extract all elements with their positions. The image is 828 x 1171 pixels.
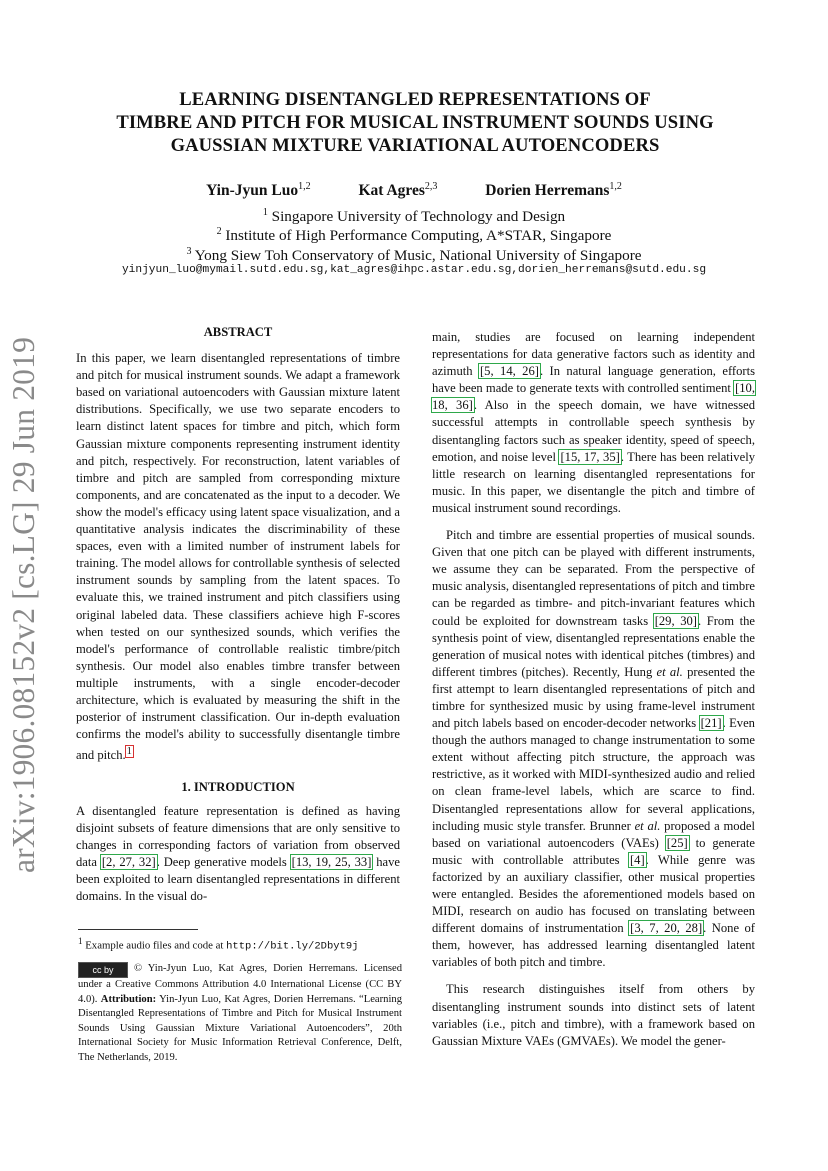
citation-link[interactable]: [4]: [629, 852, 645, 867]
title-line: TIMBRE AND PITCH FOR MUSICAL INSTRUMENT SOUNDS USING: [116, 112, 714, 133]
citation-link[interactable]: [29, 30]: [654, 613, 697, 628]
citation-link[interactable]: [2, 27, 32]: [101, 854, 156, 869]
citation-link[interactable]: [5, 14, 26]: [479, 364, 539, 379]
citation-link[interactable]: [3, 7, 20, 28]: [630, 921, 703, 936]
abstract-heading: ABSTRACT: [203, 325, 273, 339]
citation-link[interactable]: [15, 17, 35]: [560, 449, 620, 464]
body-paragraph: This research distinguishes itself from others by disentangling instrument sounds into distinct sets of latent variables (i.e., pitch and timbre), with a framework based on Gaussian Mixture VAEs (GMVAEs). We model the gener-: [432, 982, 755, 1048]
body-paragraph: Pitch and timbre are essential properties of musical sounds. Given that one pitch can be played with different instruments, we assume they can be separated. From the perspective of music analysis, disentangled representations of pitch and timbre can be regarded as timbre- and pitch-invariant features which could be exploited for downstream tasks [29, 30]. From the synthesis point of view, disentangled representations enable the generation of musical notes with identical pitches (timbres) and different timbres (pitches). Recently, Hung et al. presented the first attempt to learn disentangled representations of pitch and timbre for synthesized music by using frame-level instrument and pitch labels based on encoder-decoder networks [21]. Even though the authors managed to change instrumentation to some extent without affecting pitch structure, the approach was restrictive, as it worked with MIDI-synthesized audio and relied on clean frame-level labels, which are scarce to find. Disentangled representations allow for several applications, including music style transfer. Brunner et al. proposed a model based on variational autoencoders (VAEs) [25] to generate music with controllable attributes [4]. While genre was factorized by an auxiliary classifier, other musical properties were entangled. Besides the aforementioned models based on MIDI, research on audio has focused on translating between different domains of instrumentation [3, 7, 20, 28]. None of them, however, has addressed learning disentangled latent variables of both pitch and timbre.: [432, 528, 756, 970]
author-list: [0, 181, 828, 200]
license-block: cc by © Yin-Jyun Luo, Kat Agres, Dorien Herremans. Licensed under a Creative Commons Attribution 4.0 International License (CC BY 4.0). Attribution: Yin-Jyun Luo, Kat Agres, Dorien Herremans. “Learning Disentangled Representations of Timbre and Pitch for Musical Instrument Sounds Using Gaussian Mixture Variational Autoencoders”, 20th International Society for Music Information Retrieval Conference, Delft, The Netherlands, 2019.: [78, 963, 402, 1063]
cc-license-icon: cc by: [78, 962, 128, 978]
citation-link[interactable]: [25]: [666, 835, 688, 850]
arxiv-stamp-container: [0, 0, 49, 1171]
author: Yin-Jyun Luo$^{1,2}$: [206, 181, 311, 200]
title-line: LEARNING DISENTANGLED REPRESENTATIONS OF: [179, 89, 651, 110]
author: Dorien Herremans$^{1,2}$: [485, 181, 622, 200]
author-emails[interactable]: yinjyun_luo@mymail.sutd.edu.sg,kat_agres@ihpc.astar.edu.sg,dorien_herremans@sutd.edu.sg: [121, 264, 707, 276]
intro-heading: 1. INTRODUCTION: [181, 779, 295, 794]
citation-link[interactable]: [13, 19, 25, 33]: [291, 854, 372, 869]
right-column: [432, 329, 755, 1050]
footnote: $^1$ Example audio files and code at http://bit.ly/2Dbyt9j: [78, 936, 359, 953]
left-column: [76, 324, 400, 905]
intro-paragraph: A disentangled feature representation is defined as having disjoint subsets of feature dimensions that are only sensitive to changes in corresponding factors of variation from observed data [2, 27, 32]. Deep generative models [13, 19, 25, 33] have been exploited to learn disentangled representations in different domains. In the visual do-: [76, 803, 401, 904]
footnote-divider: [78, 929, 198, 930]
citation-link[interactable]: [10, 18, 36]: [432, 381, 755, 413]
abstract-text: In this paper, we learn disentangled representations of timbre and pitch for musical instrument sounds. We adapt a framework based on variational autoencoders with Gaussian mixture latent distributions. Specifically, we use two separate encoders to learn distinct latent spaces for timbre and pitch, which form Gaussian mixture components representing instrument identity and pitch, respectively. For reconstruction, latent variables of timbre and pitch are sampled from corresponding mixture components, and are concatenated as the input to a decoder. We show the model's efficacy using latent space visualization, and a quantitative analysis indicates the discriminability of these spaces, even with a limited number of instrument labels for training. The model allows for controllable synthesis of selected instrument sounds by sampling from the latent spaces. To evaluate this, we trained instrument and pitch classifiers using original labeled data. These classifiers achieve high F-scores when tested on our synthesized sounds, which verifies the model's performance of controllable realistic timbre/pitch synthesis. Our model also enables timbre transfer between multiple instruments, with a single encoder-decoder architecture, which is evaluated by measuring the shift in the posterior of instrument classification. Our in-depth evaluation confirms the model's ability to successfully disentangle timbre and pitch.$^1$: [76, 351, 400, 763]
citation-link[interactable]: [21]: [700, 716, 722, 731]
affiliation: $^1$ Singapore University of Technology and Design: [262, 207, 566, 226]
paper-title: [70, 88, 760, 157]
footnote-link[interactable]: 1: [126, 746, 132, 758]
affiliation: $^2$ Institute of High Performance Computing, A*STAR, Singapore: [216, 226, 612, 245]
body-paragraph: main, studies are focused on learning independent representations for data generative factors such as identity and azimuth [5, 14, 26]. In natural language generation, efforts have been made to generate texts with controlled sentiment [10, 18, 36]. Also in the speech domain, we have witnessed successful attempts in controllable speech synthesis by disentangling factors such as speaker identity, speed of speech, emotion, and noise level [15, 17, 35]. There has been relatively little research on learning disentangled representations for music. In this paper, we disentangle the pitch and timbre of musical instrument sound recordings.: [432, 330, 755, 515]
affiliation: $^3$ Yong Siew Toh Conservatory of Music, National University of Singapore: [186, 246, 642, 265]
footnote-url[interactable]: http://bit.ly/2Dbyt9j: [226, 940, 359, 953]
title-line: GAUSSIAN MIXTURE VARIATIONAL AUTOENCODERS: [170, 135, 660, 156]
author: Kat Agres$^{2,3}$: [358, 181, 438, 200]
arxiv-stamp: arXiv:1906.08152v2 [cs.LG] 29 Jun 2019: [6, 336, 41, 874]
